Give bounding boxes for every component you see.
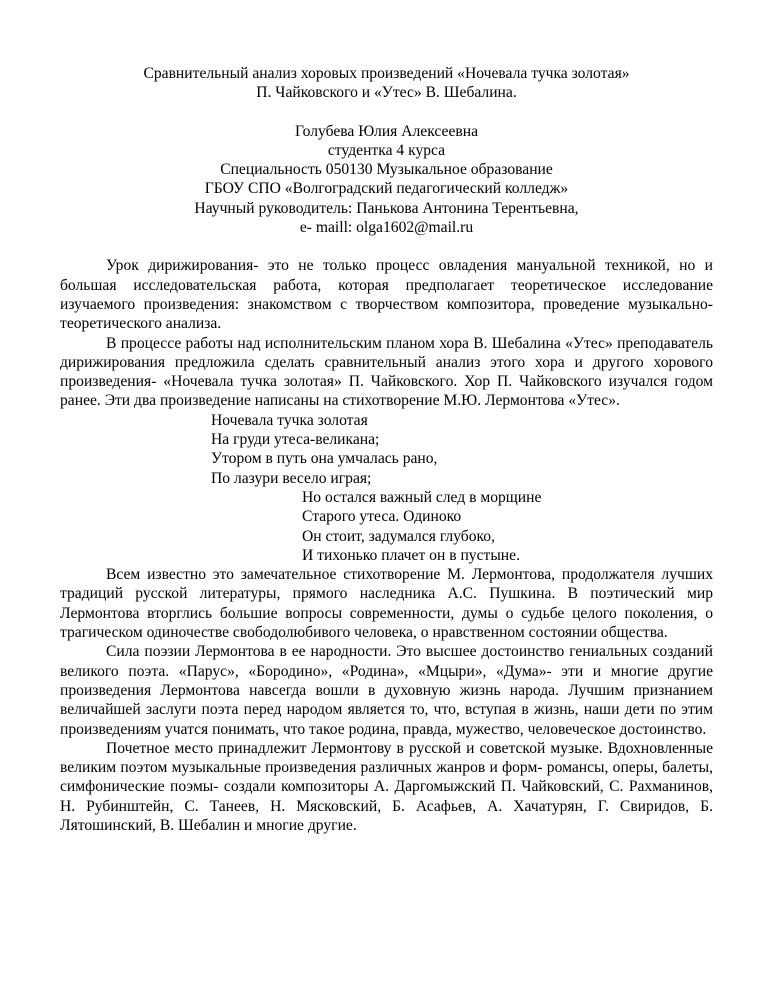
document-header: [60, 64, 713, 103]
author-specialty: Специальность 050130 Музыкальное образование: [220, 161, 553, 179]
author-institution: ГБОУ СПО «Волгоградский педагогический колледж»: [204, 180, 569, 198]
poem-line: По лазури весело играя;: [211, 469, 372, 487]
author-block: [60, 122, 713, 238]
poem-line: Он стоит, задумался глубоко,: [302, 527, 496, 545]
poem-line: Но остался важный след в морщине: [302, 488, 542, 506]
poem-stanza-1: [60, 411, 713, 488]
paragraph-2: В процессе работы над исполнительским планом хора В. Шебалина «Утес» преподаватель дирижирования предложила сделать сравнительный анализ этого хора и другого хорового произведения- «Ночевала тучка золотая» П. Чайковского. Хор П. Чайковского изучался годом ранее. Эти два произведение написаны на стихотворение М.Ю. Лермонтова «Утес».: [60, 334, 713, 410]
poem-line: На груди утеса-великана;: [211, 431, 380, 449]
author-name: Голубева Юлия Алексеевна: [295, 122, 478, 140]
paragraph-5: Почетное место принадлежит Лермонтову в русской и советской музыке. Вдохновленные великим поэтом музыкальные произведения различных жанров и форм- романсы, оперы, балеты, симфонические поэмы- создали композиторы А. Даргомыжский П. Чайковский, С. Рахманинов, Н. Рубинштейн, С. Танеев, Н. Мясковский, Б. Асафьев, А. Хачатурян, Г. Свиридов, Б. Лятошинский, В. Шебалин и многие другие.: [60, 739, 713, 834]
paragraph-3: Всем известно это замечательное стихотворение М. Лермонтова, продолжателя лучших традиций русской литературы, прямого наследника А.С. Пушкина. В поэтический мир Лермонтова вторглись большие вопросы современности, думы о судьбе целого поколения, о трагическом одиночестве свободолюбивого человека, о нравственном состоянии общества.: [60, 566, 713, 642]
poem-line: Старого утеса. Одиноко: [302, 508, 462, 526]
paragraph-4: Сила поэзии Лермонтова в ее народности. Это высшее достоинство гениальных созданий великого поэта. «Парус», «Бородино», «Родина», «Мцыри», «Дума»- эти и многие другие произведения Лермонтова навсегда вошли в духовную жизнь народа. Лучшим признанием величайшей заслуги поэта перед народом является то, что, вступая в жизнь, наши дети по этим произведениям учатся понимать, что такое родина, правда, мужество, человеческое достоинство.: [60, 643, 713, 738]
document-body: [60, 256, 713, 835]
author-email: e- maill: olga1602@mail.ru: [299, 219, 474, 237]
author-status: студентка 4 курса: [327, 141, 446, 159]
paragraph-1: Урок дирижирования- это не только процесс овладения мануальной техникой, но и большая исследовательская работа, которая предполагает теоретическое исследование изучаемого произведения: знакомством с творчеством композитора, проведение музыкально-теоретического анализа.: [60, 257, 713, 333]
poem-line: И тихонько плачет он в пустыне.: [302, 546, 520, 564]
poem-line: Ночевала тучка золотая: [211, 411, 368, 429]
author-supervisor: Научный руководитель: Панькова Антонина Терентьевна,: [194, 199, 579, 217]
poem-line: Утором в путь она умчалась рано,: [211, 450, 438, 468]
title-line-1: Сравнительный анализ хоровых произведений «Ночевала тучка золотая»: [143, 65, 630, 82]
title-line-2: П. Чайковского и «Утес» В. Шебалина.: [256, 84, 517, 102]
poem-stanza-2: [60, 488, 713, 565]
